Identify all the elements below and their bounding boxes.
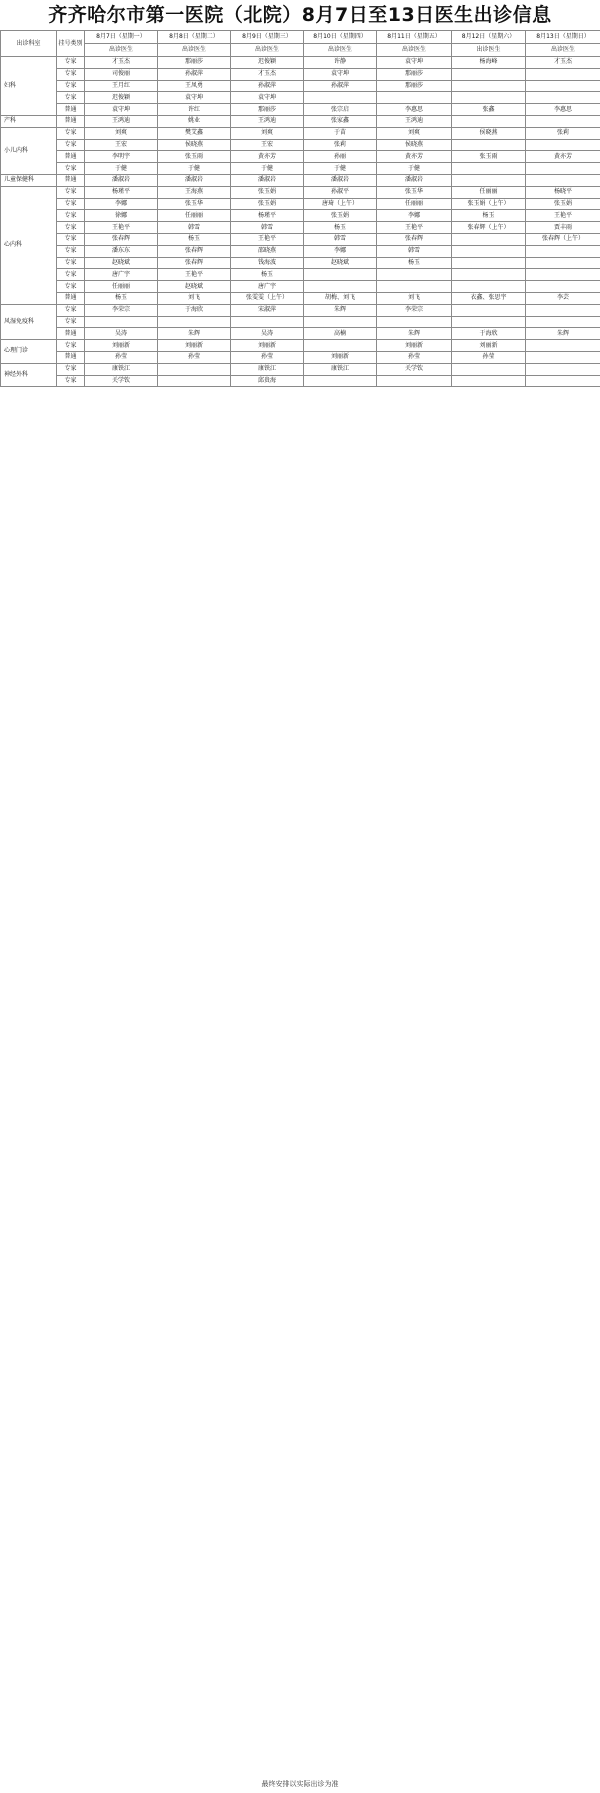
doctor-cell: 朱辉: [158, 328, 231, 340]
doctor-cell: 王鸿迪: [85, 115, 158, 127]
doctor-cell: 那丽莎: [377, 68, 452, 80]
doctor-cell: [452, 139, 526, 151]
schedule-row: [1, 68, 600, 80]
doctor-cell: 孙莹: [231, 351, 304, 363]
doctor-cell: 刘爽: [231, 127, 304, 139]
doctor-cell: 袁守坤: [158, 92, 231, 104]
doctor-cell: [304, 92, 377, 104]
doctor-cell: 李芸: [526, 292, 600, 304]
registration-type-cell: 专家: [57, 80, 85, 92]
doctor-cell: 张玉娟: [231, 198, 304, 210]
department-cell: 心内科: [1, 186, 57, 304]
schedule-row: [1, 139, 600, 151]
doctor-cell: [377, 92, 452, 104]
doctor-cell: 刘丽新: [377, 340, 452, 352]
doctor-cell: 杨玉: [452, 210, 526, 222]
department-cell: 心理门诊: [1, 340, 57, 364]
doctor-cell: 赵晓斌: [304, 257, 377, 269]
doctor-cell: 张春辉: [158, 245, 231, 257]
registration-type-cell: 专家: [57, 57, 85, 69]
doctor-cell: [526, 139, 600, 151]
schedule-row: [1, 57, 600, 69]
doctor-cell: 徐娜: [85, 210, 158, 222]
registration-type-cell: 专家: [57, 233, 85, 245]
doctor-cell: 胡梅、刘飞: [304, 292, 377, 304]
doctor-cell: 迟俊颖: [231, 57, 304, 69]
header-sub: 出诊医生: [377, 44, 452, 57]
doctor-cell: [452, 174, 526, 186]
doctor-cell: 康铁江: [304, 363, 377, 375]
registration-type-cell: 专家: [57, 363, 85, 375]
doctor-cell: [304, 316, 377, 328]
schedule-row: [1, 92, 600, 104]
schedule-row: [1, 186, 600, 198]
schedule-row: [1, 375, 600, 387]
doctor-cell: 才玉杰: [526, 57, 600, 69]
doctor-cell: 王鸿迪: [231, 115, 304, 127]
doctor-cell: 任丽丽: [158, 210, 231, 222]
doctor-cell: 才玉杰: [85, 57, 158, 69]
doctor-cell: 刘丽新: [231, 340, 304, 352]
registration-type-cell: 专家: [57, 304, 85, 316]
doctor-cell: 王艳平: [526, 210, 600, 222]
doctor-cell: 韩雪: [158, 222, 231, 234]
doctor-cell: [526, 115, 600, 127]
registration-type-cell: 专家: [57, 281, 85, 293]
doctor-cell: 朱辉: [377, 328, 452, 340]
doctor-cell: 潘淑岩: [304, 174, 377, 186]
doctor-cell: 任丽丽: [452, 186, 526, 198]
schedule-row: [1, 198, 600, 210]
schedule-row: [1, 127, 600, 139]
schedule-row: [1, 363, 600, 375]
footer-note: 最终安排以实际出诊为准: [261, 1780, 339, 1788]
doctor-cell: [526, 80, 600, 92]
doctor-cell: 杨玉: [85, 292, 158, 304]
doctor-cell: 张玉娟: [526, 198, 600, 210]
schedule-row: [1, 304, 600, 316]
doctor-cell: [526, 351, 600, 363]
doctor-cell: 张家鑫: [304, 115, 377, 127]
doctor-cell: [452, 245, 526, 257]
doctor-cell: 刘丽新: [158, 340, 231, 352]
doctor-cell: 唐琦（上午）: [304, 198, 377, 210]
doctor-cell: 李荣宗: [85, 304, 158, 316]
doctor-cell: [526, 68, 600, 80]
doctor-cell: 袁守坤: [231, 92, 304, 104]
department-cell: 产科: [1, 115, 57, 127]
doctor-cell: 樊艾鑫: [158, 127, 231, 139]
doctor-cell: 孙莹: [452, 351, 526, 363]
schedule-row: [1, 80, 600, 92]
doctor-cell: [158, 363, 231, 375]
doctor-cell: 那丽莎: [231, 104, 304, 116]
doctor-cell: [304, 281, 377, 293]
doctor-cell: 李娜: [85, 198, 158, 210]
doctor-cell: [377, 316, 452, 328]
doctor-cell: 司俊丽: [85, 68, 158, 80]
doctor-cell: [526, 92, 600, 104]
doctor-cell: 任丽丽: [85, 281, 158, 293]
doctor-cell: [526, 304, 600, 316]
doctor-cell: 王艳平: [158, 269, 231, 281]
header-row: [1, 31, 600, 44]
schedule-row: [1, 174, 600, 186]
header-sub-row: [1, 44, 600, 57]
doctor-cell: 张玉娟（上午）: [452, 198, 526, 210]
doctor-cell: 刘丽新: [85, 340, 158, 352]
doctor-cell: 才玉杰: [231, 68, 304, 80]
doctor-cell: 张玉雨: [158, 151, 231, 163]
doctor-cell: 张莉: [304, 139, 377, 151]
doctor-cell: 刘飞: [377, 292, 452, 304]
doctor-cell: [452, 269, 526, 281]
doctor-cell: 刘爽: [377, 127, 452, 139]
doctor-cell: 许红: [158, 104, 231, 116]
doctor-cell: 关学钦: [85, 375, 158, 387]
doctor-cell: 那丽莎: [377, 80, 452, 92]
doctor-cell: [452, 281, 526, 293]
doctor-cell: 姚业: [158, 115, 231, 127]
doctor-cell: 韩雪: [304, 233, 377, 245]
doctor-cell: 于健: [304, 163, 377, 175]
doctor-cell: 孙莹: [85, 351, 158, 363]
doctor-cell: 王艳平: [85, 222, 158, 234]
doctor-cell: 张鑫: [452, 104, 526, 116]
schedule-row: [1, 257, 600, 269]
doctor-cell: 杨玉: [377, 257, 452, 269]
doctor-cell: 孙淑萍: [304, 80, 377, 92]
doctor-cell: 迟俊颖: [85, 92, 158, 104]
doctor-cell: 张春辉: [158, 257, 231, 269]
doctor-cell: 宋淑萍: [231, 304, 304, 316]
doctor-cell: 王艳平: [231, 233, 304, 245]
doctor-cell: 王宏: [231, 139, 304, 151]
doctor-cell: 杨晓平: [526, 186, 600, 198]
doctor-cell: 黄亦芳: [231, 151, 304, 163]
doctor-cell: 赵晓斌: [158, 281, 231, 293]
registration-type-cell: 专家: [57, 210, 85, 222]
doctor-cell: [526, 281, 600, 293]
doctor-cell: [452, 375, 526, 387]
doctor-cell: 李惠思: [377, 104, 452, 116]
doctor-cell: 李娜: [377, 210, 452, 222]
header-sub: 出诊医生: [452, 44, 526, 57]
page-title: 齐齐哈尔市第一医院（北院）8月7日至13日医生出诊信息: [48, 4, 552, 26]
doctor-cell: 潘淑岩: [158, 174, 231, 186]
doctor-cell: 杨海峰: [452, 57, 526, 69]
doctor-cell: 王海燕: [158, 186, 231, 198]
schedule-row: [1, 210, 600, 222]
doctor-cell: 张春辉（上午）: [452, 222, 526, 234]
doctor-cell: 袁守坤: [377, 57, 452, 69]
doctor-cell: 张春辉: [377, 233, 452, 245]
doctor-cell: 杨玉: [231, 269, 304, 281]
header-sub: 出诊医生: [231, 44, 304, 57]
doctor-cell: 侯晓燕: [452, 127, 526, 139]
header-day: 8月9日（星期三）: [231, 31, 304, 44]
doctor-cell: 袁守坤: [85, 104, 158, 116]
doctor-cell: 孙莹: [158, 351, 231, 363]
doctor-cell: [377, 281, 452, 293]
doctor-cell: 于健: [85, 163, 158, 175]
registration-type-cell: 专家: [57, 163, 85, 175]
doctor-cell: 张玉华: [158, 198, 231, 210]
doctor-cell: 于海欣: [452, 328, 526, 340]
doctor-cell: 唐广宇: [85, 269, 158, 281]
doctor-cell: 张春辉（上午）: [526, 233, 600, 245]
schedule-body: [1, 57, 600, 387]
doctor-cell: 朱辉: [526, 328, 600, 340]
doctor-cell: 邵晓燕: [231, 245, 304, 257]
doctor-cell: 贾丰雨: [526, 222, 600, 234]
doctor-cell: 李荣宗: [377, 304, 452, 316]
registration-type-cell: 专家: [57, 139, 85, 151]
registration-type-cell: 普通: [57, 328, 85, 340]
doctor-cell: 孙丽: [304, 151, 377, 163]
registration-type-cell: 专家: [57, 269, 85, 281]
department-cell: 风湿免疫科: [1, 304, 57, 339]
header-type: 挂号类别: [57, 31, 85, 57]
doctor-cell: 刘飞: [158, 292, 231, 304]
header-dept: 出诊科室: [1, 31, 57, 57]
header-day: 8月10日（星期四）: [304, 31, 377, 44]
doctor-cell: 王艳平: [377, 222, 452, 234]
doctor-cell: [452, 80, 526, 92]
doctor-cell: 潘淑岩: [85, 174, 158, 186]
registration-type-cell: 专家: [57, 222, 85, 234]
registration-type-cell: 普通: [57, 351, 85, 363]
doctor-cell: 袁守坤: [304, 68, 377, 80]
registration-type-cell: 专家: [57, 127, 85, 139]
doctor-cell: [452, 163, 526, 175]
doctor-cell: [526, 375, 600, 387]
header-day: 8月8日（星期二）: [158, 31, 231, 44]
registration-type-cell: 专家: [57, 375, 85, 387]
doctor-cell: 李明宇: [85, 151, 158, 163]
header-sub: 出诊医生: [85, 44, 158, 57]
doctor-cell: [526, 269, 600, 281]
schedule-row: [1, 351, 600, 363]
doctor-cell: 张玉华: [377, 186, 452, 198]
doctor-cell: [158, 316, 231, 328]
schedule-row: [1, 340, 600, 352]
doctor-cell: 侯晓燕: [377, 139, 452, 151]
doctor-cell: [452, 92, 526, 104]
schedule-row: [1, 104, 600, 116]
doctor-cell: 唐广宇: [231, 281, 304, 293]
doctor-cell: [304, 375, 377, 387]
doctor-cell: 于海欣: [158, 304, 231, 316]
doctor-cell: 张宗启: [304, 104, 377, 116]
doctor-cell: 刘丽新: [304, 351, 377, 363]
doctor-cell: 张玉雨: [452, 151, 526, 163]
header-day: 8月7日（星期一）: [85, 31, 158, 44]
doctor-cell: 任丽丽: [377, 198, 452, 210]
registration-type-cell: 普通: [57, 151, 85, 163]
doctor-cell: 高楠: [304, 328, 377, 340]
doctor-cell: 张春辉: [85, 233, 158, 245]
registration-type-cell: 专家: [57, 92, 85, 104]
registration-type-cell: 专家: [57, 186, 85, 198]
doctor-cell: 潘淑岩: [377, 174, 452, 186]
doctor-cell: 张玉娟: [231, 186, 304, 198]
doctor-cell: [231, 316, 304, 328]
doctor-cell: [452, 316, 526, 328]
doctor-cell: 吴涛: [231, 328, 304, 340]
doctor-cell: 许静: [304, 57, 377, 69]
header-day: 8月13日（星期日）: [526, 31, 600, 44]
doctor-cell: 康铁江: [85, 363, 158, 375]
schedule-row: [1, 269, 600, 281]
doctor-cell: 杨玉: [158, 233, 231, 245]
doctor-cell: [85, 316, 158, 328]
header-day: 8月11日（星期五）: [377, 31, 452, 44]
doctor-cell: [304, 269, 377, 281]
doctor-cell: 于健: [377, 163, 452, 175]
doctor-cell: 朱辉: [304, 304, 377, 316]
doctor-cell: 那丽莎: [158, 57, 231, 69]
department-cell: 儿童保健科: [1, 174, 57, 186]
schedule-row: [1, 292, 600, 304]
schedule-row: [1, 316, 600, 328]
doctor-cell: 钱海波: [231, 257, 304, 269]
doctor-cell: [304, 340, 377, 352]
department-cell: 妇科: [1, 57, 57, 116]
doctor-cell: [452, 233, 526, 245]
doctor-cell: 潘淑岩: [231, 174, 304, 186]
doctor-cell: 杨瑾平: [85, 186, 158, 198]
doctor-cell: 关学钦: [377, 363, 452, 375]
header-sub: 出诊医生: [158, 44, 231, 57]
schedule-row: [1, 222, 600, 234]
doctor-cell: [526, 316, 600, 328]
doctor-cell: [452, 304, 526, 316]
doctor-cell: 黄亦芳: [377, 151, 452, 163]
registration-type-cell: 专家: [57, 245, 85, 257]
doctor-cell: 刘爽: [85, 127, 158, 139]
doctor-cell: 李娜: [304, 245, 377, 257]
doctor-cell: 黄亦芳: [526, 151, 600, 163]
schedule-row: [1, 245, 600, 257]
schedule-row: [1, 115, 600, 127]
doctor-cell: 杨瑾平: [231, 210, 304, 222]
doctor-cell: 邱贵海: [231, 375, 304, 387]
doctor-cell: [526, 363, 600, 375]
doctor-cell: [377, 375, 452, 387]
doctor-cell: [526, 163, 600, 175]
registration-type-cell: 普通: [57, 174, 85, 186]
doctor-cell: 王鸿迪: [377, 115, 452, 127]
doctor-cell: 孙淑萍: [158, 68, 231, 80]
doctor-cell: [452, 257, 526, 269]
doctor-cell: 于健: [158, 163, 231, 175]
registration-type-cell: 普通: [57, 292, 85, 304]
doctor-cell: 张雯雯（上午）: [231, 292, 304, 304]
doctor-cell: [526, 340, 600, 352]
doctor-cell: 王月红: [85, 80, 158, 92]
doctor-cell: 潘东东: [85, 245, 158, 257]
registration-type-cell: 专家: [57, 68, 85, 80]
header-sub: 出诊医生: [526, 44, 600, 57]
doctor-cell: 李惠思: [526, 104, 600, 116]
doctor-cell: 于苗: [304, 127, 377, 139]
registration-type-cell: 专家: [57, 198, 85, 210]
doctor-cell: [452, 363, 526, 375]
schedule-table: [0, 30, 600, 387]
doctor-cell: [452, 68, 526, 80]
doctor-cell: 衣鑫、张思宇: [452, 292, 526, 304]
registration-type-cell: 专家: [57, 340, 85, 352]
registration-type-cell: 普通: [57, 115, 85, 127]
doctor-cell: [526, 174, 600, 186]
schedule-row: [1, 281, 600, 293]
registration-type-cell: 专家: [57, 316, 85, 328]
doctor-cell: 张莉: [526, 127, 600, 139]
doctor-cell: [526, 245, 600, 257]
doctor-cell: 刘丽新: [452, 340, 526, 352]
doctor-cell: 杨玉: [304, 222, 377, 234]
doctor-cell: 于健: [231, 163, 304, 175]
doctor-cell: 韩雪: [377, 245, 452, 257]
doctor-cell: 康铁江: [231, 363, 304, 375]
doctor-cell: [158, 375, 231, 387]
header-sub: 出诊医生: [304, 44, 377, 57]
registration-type-cell: 专家: [57, 257, 85, 269]
doctor-cell: [526, 257, 600, 269]
doctor-cell: 孙莹: [377, 351, 452, 363]
doctor-cell: 韩雪: [231, 222, 304, 234]
department-cell: 小儿内科: [1, 127, 57, 174]
doctor-cell: 吴涛: [85, 328, 158, 340]
doctor-cell: 王宏: [85, 139, 158, 151]
schedule-row: [1, 151, 600, 163]
registration-type-cell: 普通: [57, 104, 85, 116]
schedule-row: [1, 328, 600, 340]
doctor-cell: 孙淑平: [304, 186, 377, 198]
doctor-cell: 孙淑萍: [231, 80, 304, 92]
doctor-cell: 王凤勇: [158, 80, 231, 92]
header-day: 8月12日（星期六）: [452, 31, 526, 44]
department-cell: 神经外科: [1, 363, 57, 387]
doctor-cell: [377, 269, 452, 281]
doctor-cell: 侯晓燕: [158, 139, 231, 151]
schedule-row: [1, 233, 600, 245]
doctor-cell: 赵晓斌: [85, 257, 158, 269]
schedule-row: [1, 163, 600, 175]
doctor-cell: 张玉娟: [304, 210, 377, 222]
doctor-cell: [452, 115, 526, 127]
